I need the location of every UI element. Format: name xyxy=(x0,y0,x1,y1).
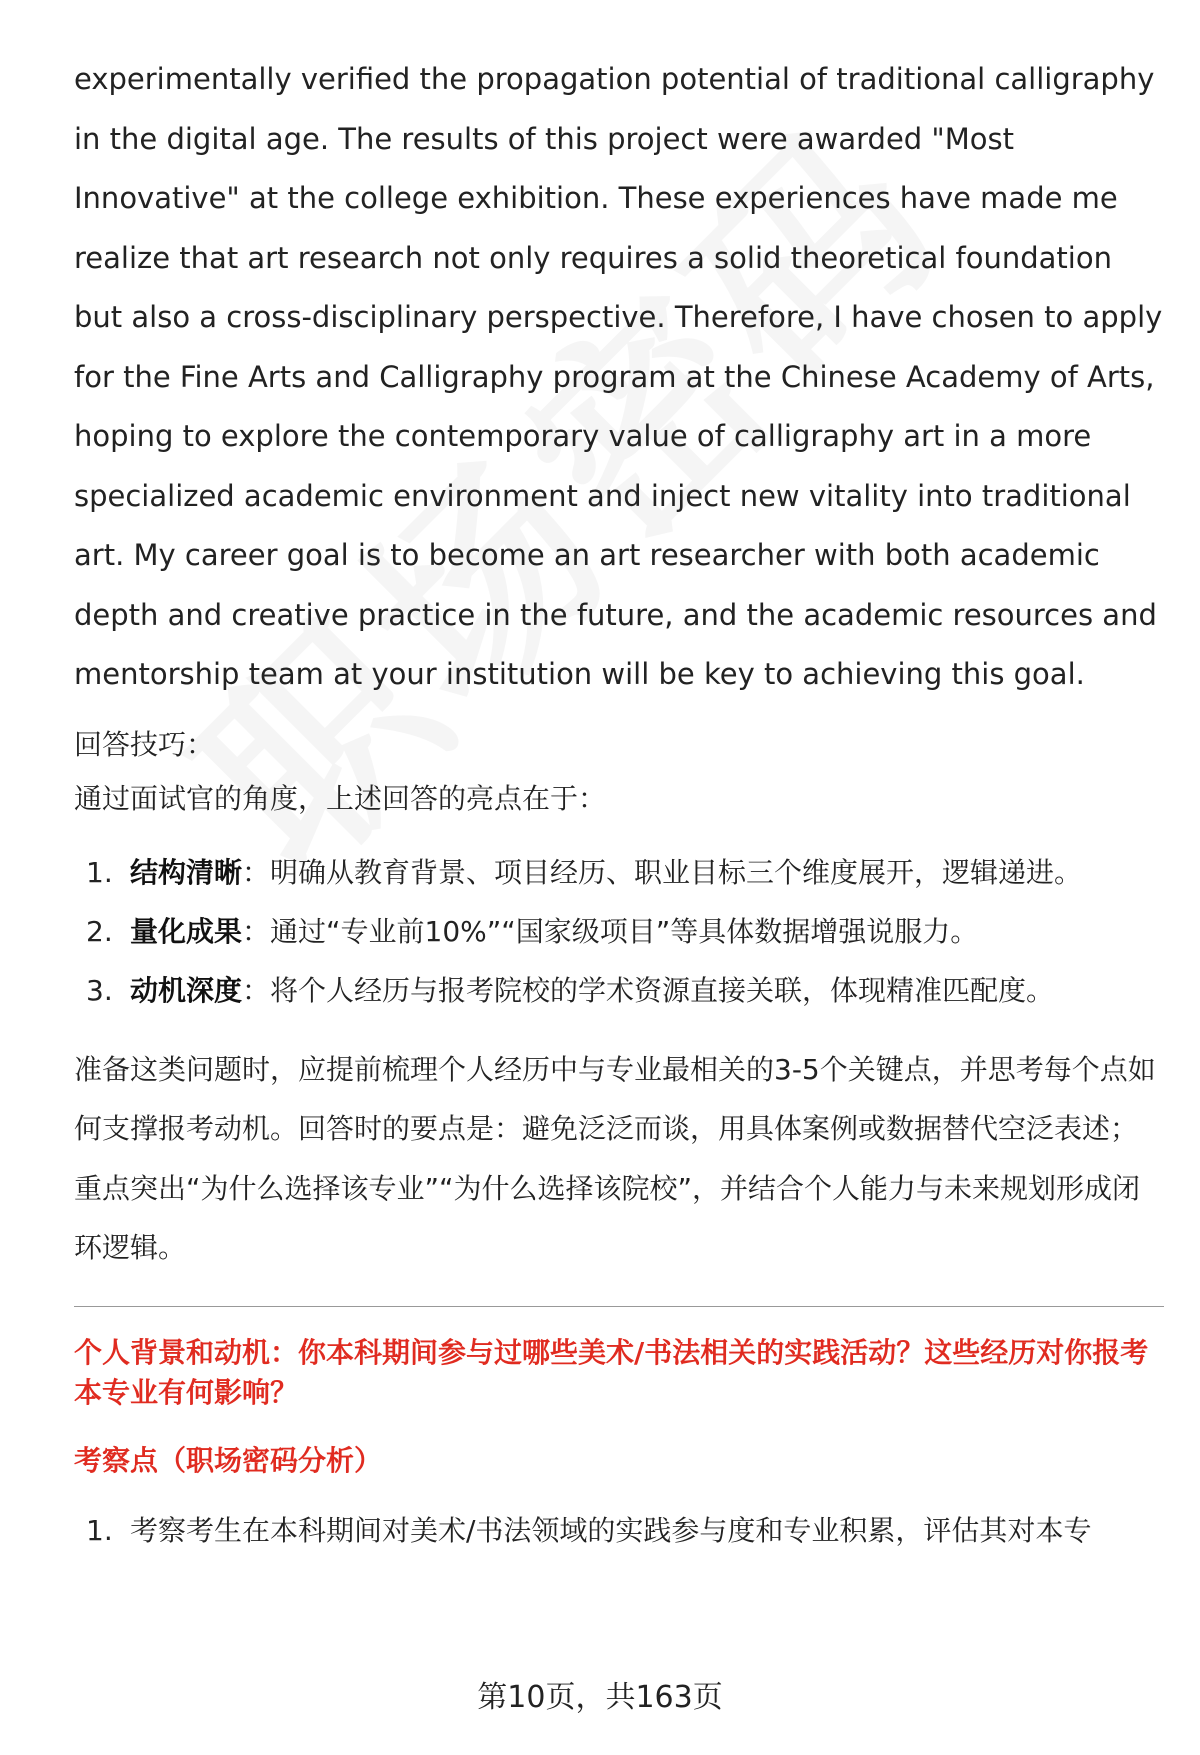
tips-list xyxy=(74,843,1164,1020)
points-list xyxy=(74,1501,1164,1560)
list-number: 2. xyxy=(86,914,113,948)
page-content xyxy=(74,50,1164,1560)
list-item xyxy=(74,961,1164,1020)
tips-heading: 回答技巧： xyxy=(74,727,215,761)
list-item xyxy=(74,843,1164,902)
list-number: 3. xyxy=(86,973,113,1007)
item-text: ：通过“专业前10%”“国家级项目”等具体数据增强说服力。 xyxy=(242,914,979,948)
list-item xyxy=(74,1501,1164,1560)
list-number: 1. xyxy=(86,1513,113,1547)
points-heading: 考察点（职场密码分析） xyxy=(74,1443,383,1477)
page-footer: 第10页，共163页 xyxy=(477,1680,723,1715)
list-number: 1. xyxy=(86,855,113,889)
item-title: 量化成果 xyxy=(130,914,243,948)
item-title: 结构清晰 xyxy=(130,855,243,889)
tips-subheading: 通过面试官的角度，上述回答的亮点在于： xyxy=(74,781,607,815)
item-text: ：将个人经历与报考院校的学术资源直接关联，体现精准匹配度。 xyxy=(242,973,1055,1007)
intro-paragraph: experimentally verified the propagation potential of traditional calligraphy in the digital age. The results of this project were awarded "Most Innovative" at the college exhibition. These experiences have made me realize that art research not only requires a solid theoretical foundation but also a cross-disciplinary perspective. Therefore, I have chosen to apply for the Fine Arts and Calligraphy program at the Chinese Academy of Arts, hoping to explore the contemporary value of calligraphy art in a more specialized academic environment and inject new vitality into traditional art. My career goal is to become an art researcher with both academic depth and creative practice in the future, and the academic resources and mentorship team at your institution will be key to achieving this goal. xyxy=(74,62,1163,691)
tips-summary: 准备这类问题时，应提前梳理个人经历中与专业最相关的3-5个关键点，并思考每个点如何支撑报考动机。回答时的要点是：避免泛泛而谈，用具体案例或数据替代空泛表述；重点突出“为什么选择该专业”“为什么选择该院校”，并结合个人能力与未来规划形成闭环逻辑。 xyxy=(74,1052,1156,1264)
list-item xyxy=(74,902,1164,961)
item-text: 考察考生在本科期间对美术/书法领域的实践参与度和专业积累，评估其对本专 xyxy=(130,1513,1092,1547)
question-title: 个人背景和动机：你本科期间参与过哪些美术/书法相关的实践活动？这些经历对你报考本专业有何影响？ xyxy=(74,1335,1149,1409)
item-text: ：明确从教育背景、项目经历、职业目标三个维度展开，逻辑递进。 xyxy=(242,855,1083,889)
item-title: 动机深度 xyxy=(130,973,243,1007)
